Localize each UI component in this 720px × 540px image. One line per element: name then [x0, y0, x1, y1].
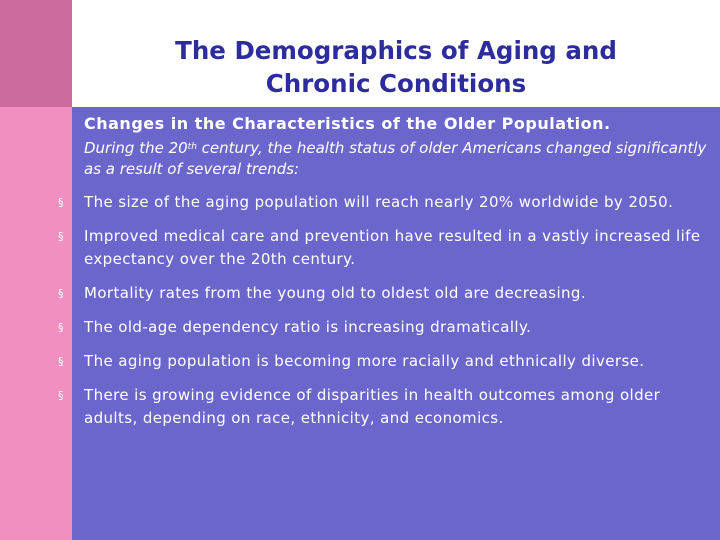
bullet-text: There is growing evidence of disparities in health outcomes among older adults, depending on race, ethnicity, and economics. [84, 386, 661, 427]
bullet-item [58, 384, 718, 430]
bullet-item [58, 350, 718, 373]
bullet-text: The old-age dependency ratio is increasing dramatically. [84, 318, 532, 336]
bullet-text: The size of the aging population will reach nearly 20% worldwide by 2050. [84, 193, 674, 211]
bullet-item [58, 225, 718, 271]
bullet-marker-icon: § [58, 355, 64, 368]
bullet-list [58, 191, 718, 441]
bullet-marker-icon: § [58, 389, 64, 402]
slide-title-line-2: Chronic Conditions [265, 69, 527, 98]
bullet-item [58, 282, 718, 305]
bullet-item [58, 191, 718, 214]
bullet-text: Mortality rates from the young old to oldest old are decreasing. [84, 284, 587, 302]
bullet-text: Improved medical care and prevention have resulted in a vastly increased life expectancy over the 20th century. [84, 227, 701, 268]
intro-paragraph [84, 138, 714, 180]
bullet-text: The aging population is becoming more racially and ethnically diverse. [84, 352, 645, 370]
left-accent-strip-top [0, 0, 72, 107]
bullet-item [58, 316, 718, 339]
intro-text-end: century, the health status of older Americans changed significantly as a result of several trends: [84, 139, 707, 178]
slide-subtitle: Changes in the Characteristics of the Older Population. [84, 114, 611, 133]
slide-title-line-1: The Demographics of Aging and [175, 36, 617, 65]
bullet-marker-icon: § [58, 230, 64, 243]
intro-text-start: During the 20 [84, 139, 188, 157]
intro-superscript: th [187, 142, 197, 152]
bullet-marker-icon: § [58, 196, 64, 209]
bullet-marker-icon: § [58, 321, 64, 334]
bullet-marker-icon: § [58, 287, 64, 300]
slide-title [72, 34, 720, 100]
